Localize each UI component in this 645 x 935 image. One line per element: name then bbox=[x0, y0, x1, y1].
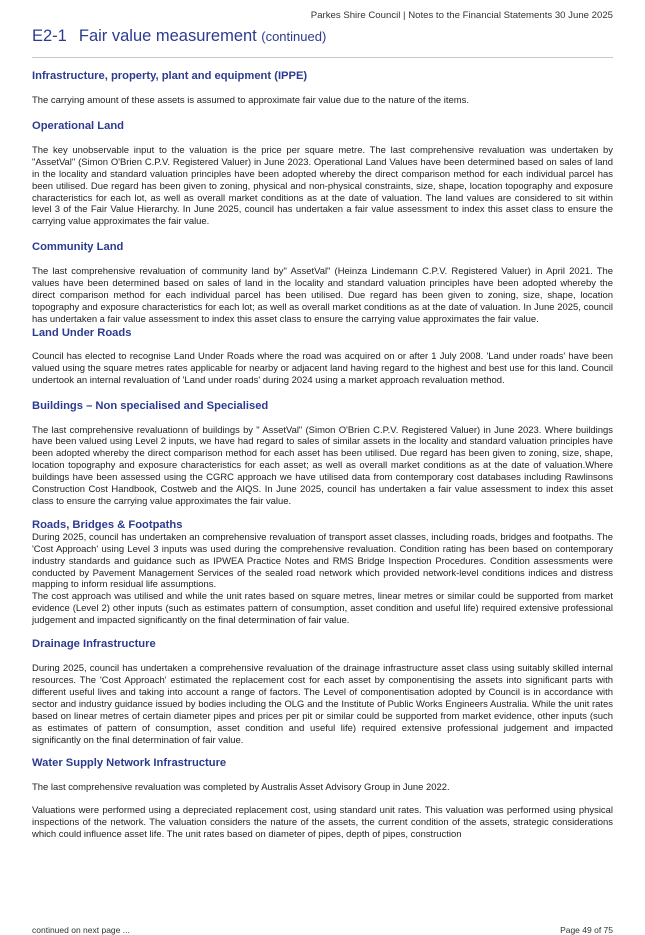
page-number: Page 49 of 75 bbox=[560, 925, 613, 935]
page-content bbox=[32, 62, 613, 841]
continued-label: (continued) bbox=[261, 29, 327, 44]
heading-drainage: Drainage Infrastructure bbox=[32, 638, 156, 651]
heading-land-under-roads: Land Under Roads bbox=[32, 326, 132, 339]
heading-water-supply: Water Supply Network Infrastructure bbox=[32, 757, 227, 770]
heading-operational-land: Operational Land bbox=[32, 119, 124, 132]
title-divider bbox=[32, 57, 613, 58]
continued-note: continued on next page ... bbox=[32, 925, 130, 935]
running-header: Parkes Shire Council | Notes to the Financial Statements 30 June 2025 bbox=[310, 10, 613, 21]
heading-roads-bridges: Roads, Bridges & Footpaths bbox=[32, 518, 183, 531]
paragraph-buildings: The last comprehensive revaluationn of buildings by " AssetVal" (Simon O'Brien C.P.V. Registered Valuer) in June 2023. Where buildings have been valued using Level 2 inputs, we have had regard to sales of similar assets in the locality and standard valuation principles have been adopted whereby the direct comparison method for each asset has been utilised. Due regard has been given to zoning, size, shape, location topography and exposure characteristics for each asset; as well as overall market conditions as at the date of valuation.Where buildings have been assessed using the CGRC approach we have utilised data from contemporary cost databases including Rawlinsons Construction Cost Handbook, Costweb and the AIQS. In June 2025, council has undertaken a fair value assessment to index this asset class to ensure the carrying value approximates the fair value. bbox=[32, 424, 613, 507]
paragraph-operational-land: The key unobservable input to the valuation is the price per square metre. The last comprehensive revaluation was undertaken by "AssetVal" (Simon O'Brien C.P.V. Registered Valuer) in June 2023. Operational Land Values have been determined based on sales of land in the locality and standard valuation principles have been adopted whereby the direct comparison method for each individual parcel has been utilised. Due regard has been given to zoning, physical and non-physical constraints, size, shape, location topography and exposure characteristics for each lot, as well as overall market conditions as at the date of valuation. The land values are considered to sit within level 3 of the Fair Value Hierarchy. In June 2025, council has undertaken a fair value assessment to index this asset class to ensure the carrying value approximates the fair value. bbox=[32, 144, 613, 228]
section-title bbox=[32, 27, 613, 46]
section-title-text: Fair value measurement bbox=[78, 27, 257, 45]
paragraph-community-land: The last comprehensive revaluation of community land by" AssetVal" (Heinza Lindemann C.P.V. Registered Valuer) in April 2021. The values have been determined based on sales of land in the locality and standard valuation principles have been adopted whereby the direct comparison method for each individual parcel has been utilised. Due regard has been given to zoning, size, shape, location topography and exposure characteristics for each lot; as well as overall market conditions as at the date of valuation. In June 2025, council has undertaken a fair value assessment to index this asset class to ensure the carrying value approximates the fair value. bbox=[32, 266, 613, 325]
paragraph-ippe: The carrying amount of these assets is assumed to approximate fair value due to the nature of the items. bbox=[32, 95, 469, 106]
heading-community-land: Community Land bbox=[32, 241, 124, 254]
heading-buildings: Buildings – Non specialised and Specialised bbox=[32, 399, 269, 412]
paragraph-drainage: During 2025, council has undertaken a comprehensive revaluation of the drainage infrastructure asset class using suitably skilled internal resources. The 'Cost Approach' estimated the replacement cost for each asset by componentising the assets into significant parts with different useful lives and taking into account a range of factors. The Level of componentisation adopted by Council is in accordance with sector and industry guidance issued by bodies including the OLG and the Institute of Public Works Engineers Australia. While the unit rates based on linear metres of certain diameter pipes and prices per pit or similar could be supported from market evidence, other inputs (such as estimates of pattern of consumption, asset condition and useful life) required extensive professional judgement and impacted significantly on the final determination of fair value. bbox=[32, 663, 613, 746]
paragraph-water-1: The last comprehensive revaluation was completed by Australis Asset Advisory Group in June 2022. bbox=[32, 782, 450, 794]
heading-ippe: Infrastructure, property, plant and equipment (IPPE) bbox=[32, 70, 308, 82]
paragraph-roads-1: During 2025, council has undertaken an comprehensive revaluation of transport asset classes, including roads, bridges and footpaths. The 'Cost Approach' using Level 3 inputs was used during the comprehensive revaluation. Condition rating has been based on contemporary industry standards and guidance such as IPWEA Practice Notes and RMS Bridge Inspection Procedures. Condition assessments were conducted by Pavement Management Services of the sealed road network which provided network-level conditions indices and distress mapping to inform residual life assumptions. bbox=[32, 531, 613, 591]
paragraph-roads-2: The cost approach was utilised and while the unit rates based on square metres, linear metres or similar could be supported from market evidence (Level 2) other inputs (such as estimates pattern of consumption, asset condition and useful life) required extensive professional judgement and impacted significantly on the final determination of fair value. bbox=[32, 591, 613, 627]
section-number: E2-1 bbox=[32, 27, 67, 45]
paragraph-land-under-roads: Council has elected to recognise Land Under Roads where the road was acquired on or after 1 July 2008. 'Land under roads' have been valued using the square metres rates applicable for nearby or adjacent land having regard to the highest and best use for this land. Council undertook an internal revaluation of 'Land under roads' during 2024 using a market approach revaluation method. bbox=[32, 350, 613, 386]
paragraph-water-2: Valuations were performed using a depreciated replacement cost, using standard unit rates. This valuation was performed using physical inspections of the network. The valuation considers the nature of the assets, the current condition of the assets, strategic considerations which could influence asset life. The unit rates based on diameter of pipes, depth of pipes, construction bbox=[32, 805, 613, 841]
